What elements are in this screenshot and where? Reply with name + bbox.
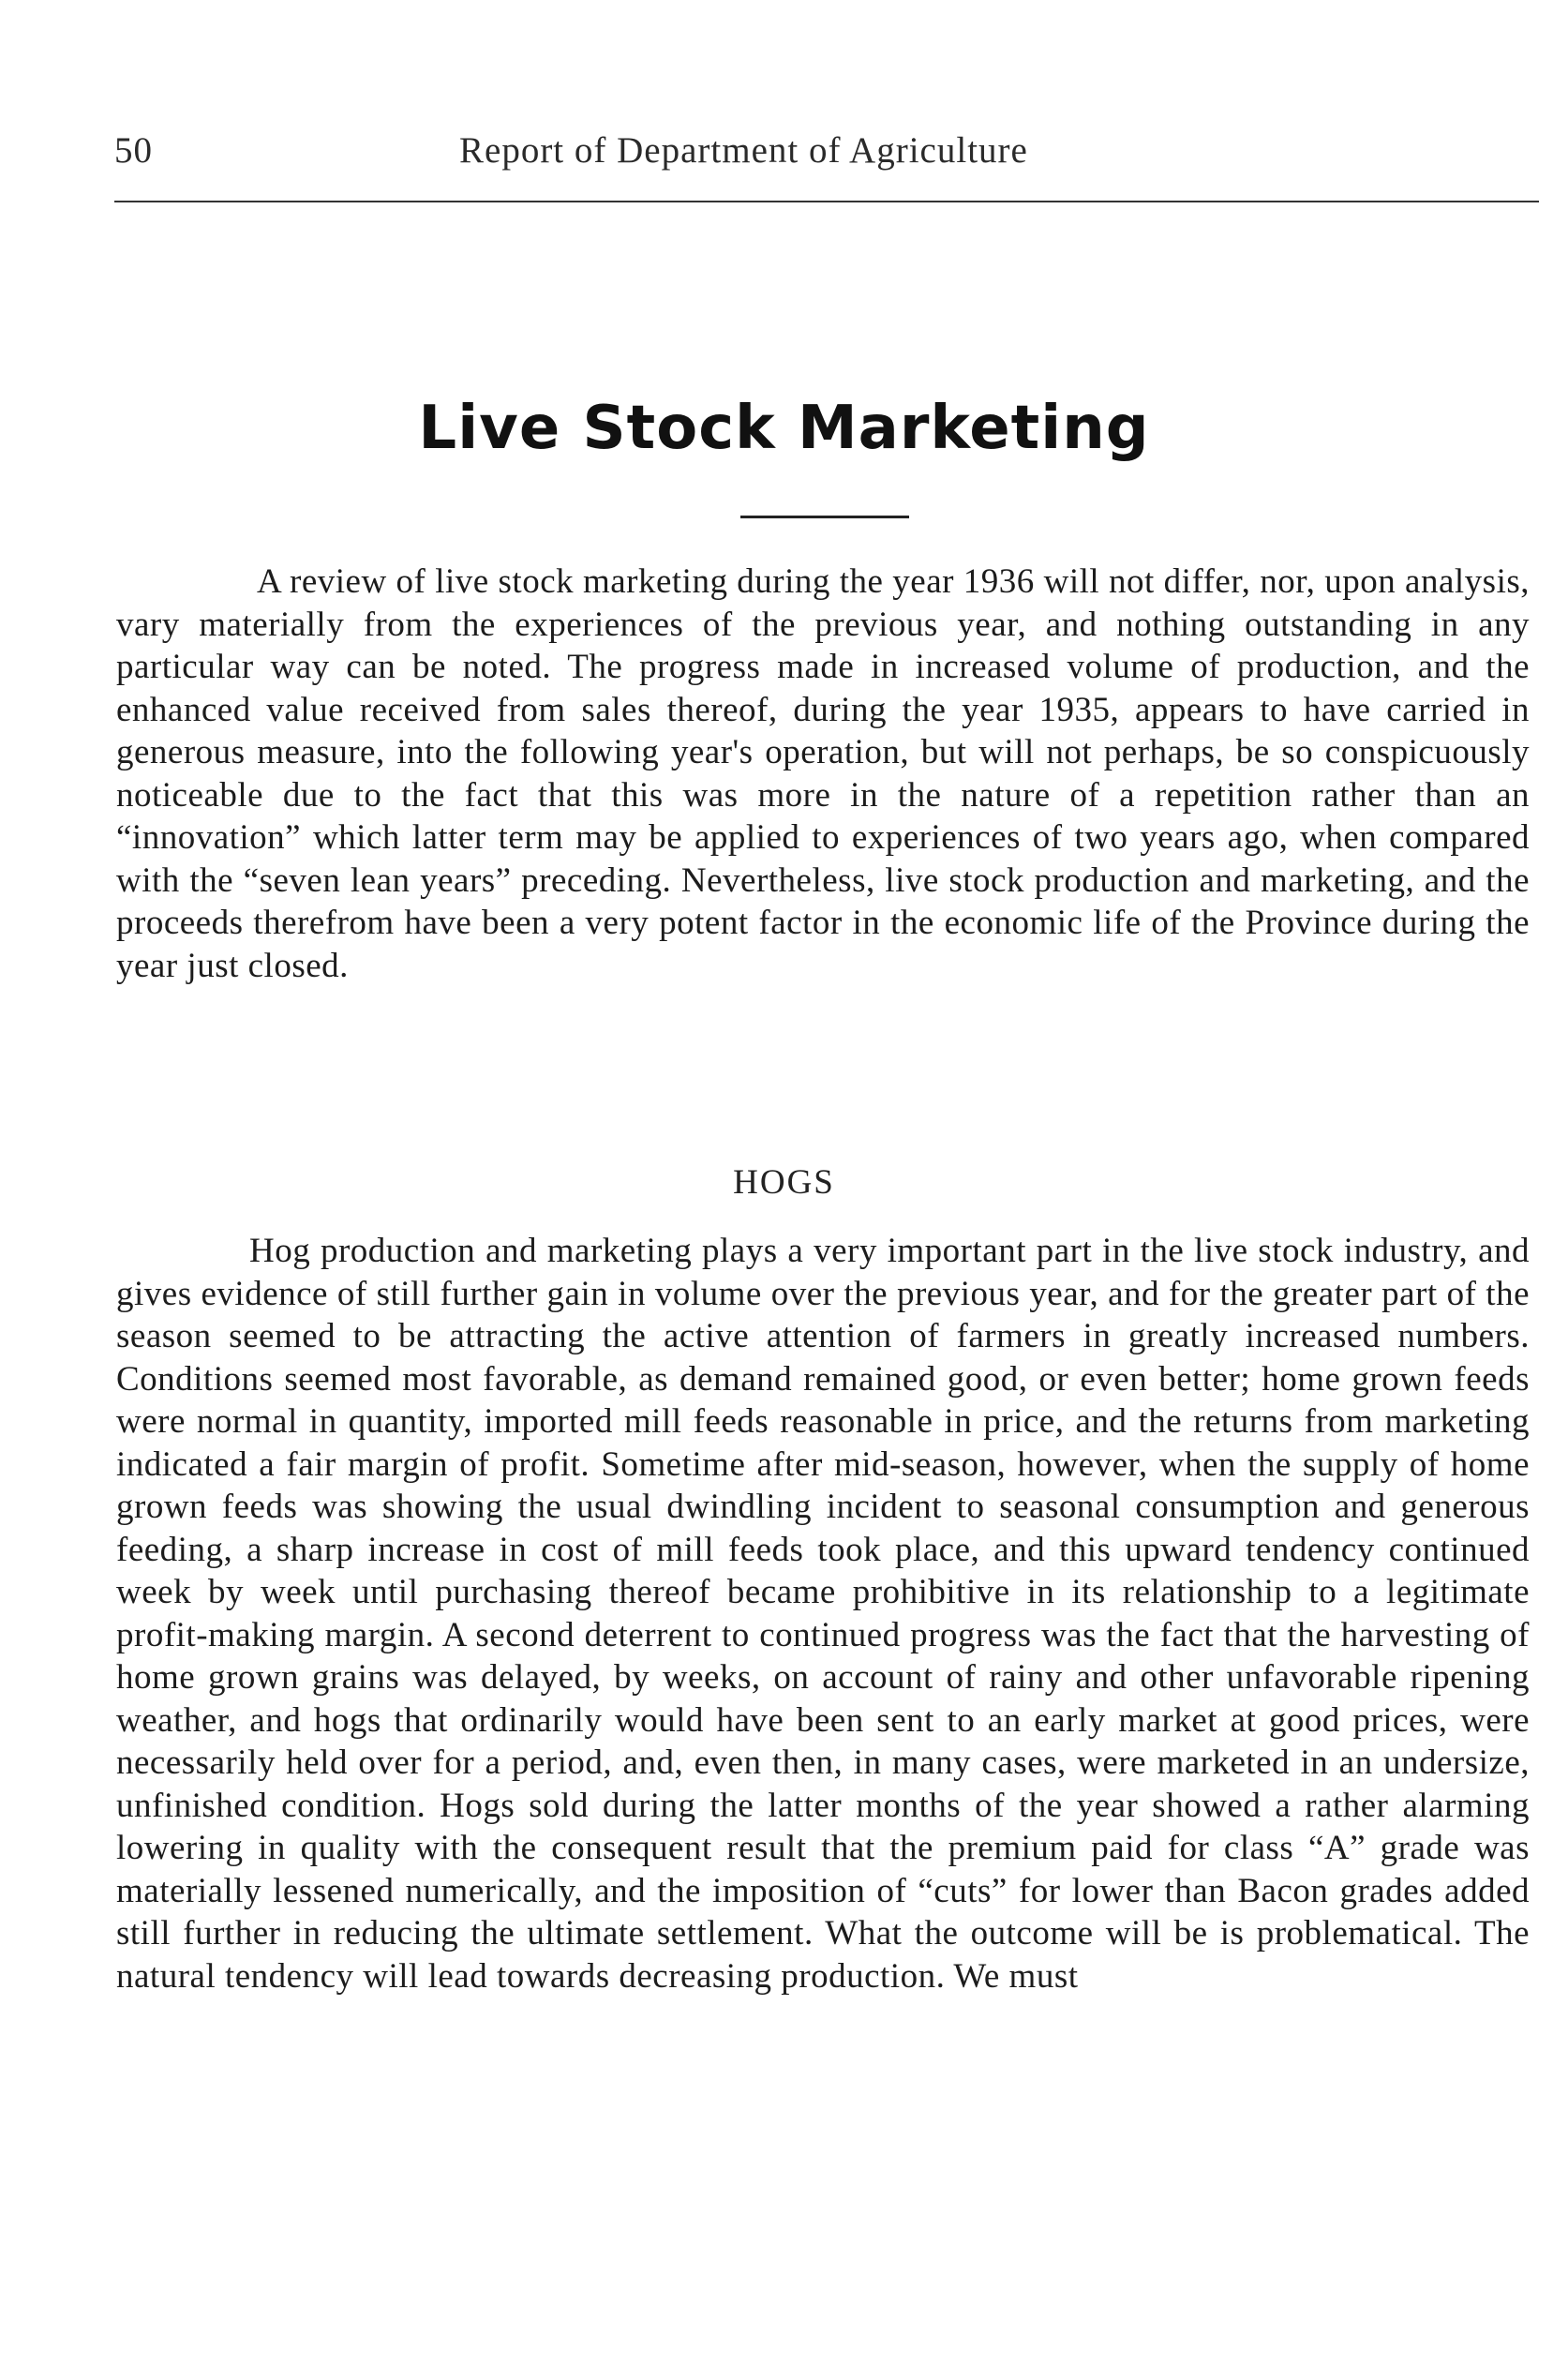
running-title: Report of Department of Agriculture <box>459 130 1028 171</box>
article-title: Live Stock Marketing <box>418 394 1150 463</box>
running-header <box>114 129 1539 186</box>
header-rule <box>114 201 1539 202</box>
hogs-paragraph: Hog production and marketing plays a very important part in the live stock industry, and gives evidence of still further gain in volume over the previous year, and for the greater part of the season seemed to be attracting the active attention of farmers in greatly increased numbers. Conditions seemed most favorable, as demand remained good, or even better; home grown feeds were normal in quantity, imported mill feeds reasonable in price, and the returns from marketing indicated a fair margin of profit. Sometime after mid-season, however, when the supply of home grown feeds was showing the usual dwindling incident to seasonal consumption and generous feeding, a sharp increase in cost of mill feeds took place, and this upward tendency continued week by week until purchasing thereof became prohibitive in its relationship to a legitimate profit-making margin. A second deterrent to continued progress was the fact that the harvesting of home grown grains was delayed, by weeks, on account of rainy and other unfavorable ripening weather, and hogs that ordinarily would have been sent to an early market at good prices, were necessarily held over for a period, and, even then, in many cases, were marketed in an undersize, unfinished condition. Hogs sold during the latter months of the year showed a rather alarming lowering in quality with the consequent result that the premium paid for class “A” grade was materially lessened numerically, and the imposition of “cuts” for lower than Bacon grades added still further in reducing the ultimate settlement. What the outcome will be is problematical. The natural tendency will lead towards decreasing production. We must <box>116 1232 1530 1996</box>
page-number: 50 <box>114 130 153 171</box>
intro-paragraph: A review of live stock marketing during the year 1936 will not differ, nor, upon analysis, vary materially from the experiences of the previous year, and nothing outstanding in any particular way can be noted. The progress made in increased volume of production, and the enhanced value received from sales thereof, during the year 1935, appears to have carried in generous measure, into the following year's operation, but will not perhaps, be so conspicuously noticeable due to the fact that this was more in the nature of a repetition rather than an “innovation” which latter term may be applied to experiences of two years ago, when compared with the “seven lean years” preceding. Nevertheless, live stock production and marketing, and the proceeds therefrom have been a very potent factor in the economic life of the Province during the year just closed. <box>116 562 1530 985</box>
section-heading-hogs: HOGS <box>733 1163 835 1202</box>
title-divider <box>740 516 909 518</box>
